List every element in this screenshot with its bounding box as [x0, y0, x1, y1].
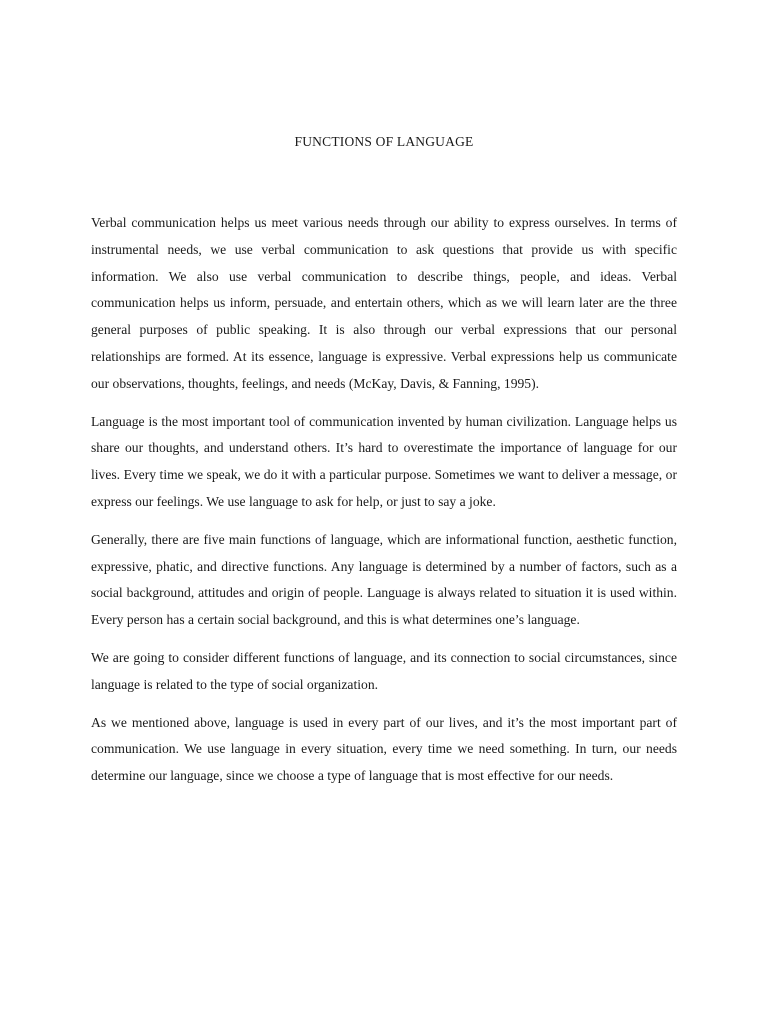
- paragraph: Language is the most important tool of communication invented by human civilization. Language helps us share our thoughts, and understand others. It’s hard to overestimate the importance of language for our lives. Every time we speak, we do it with a particular purpose. Sometimes we want to deliver a message, or express our feelings. We use language to ask for help, or just to say a joke.: [91, 413, 677, 509]
- paragraph: As we mentioned above, language is used in every part of our lives, and it’s the most important part of communication. We use language in every situation, every time we need something. In turn, our needs determine our language, since we choose a type of language that is most effective for our needs.: [91, 714, 677, 784]
- document-title: FUNCTIONS OF LANGUAGE: [294, 134, 474, 149]
- paragraph: We are going to consider different functions of language, and its connection to social circumstances, since language is related to the type of social organization.: [91, 649, 677, 692]
- paragraph: Generally, there are five main functions of language, which are informational function, aesthetic function, expressive, phatic, and directive functions. Any language is determined by a number of factors, such as a social background, attitudes and origin of people. Language is always related to situation it is used within. Every person has a certain social background, and this is what determines one’s language.: [91, 531, 677, 628]
- paragraph: Verbal communication helps us meet various needs through our ability to express ourselves. In terms of instrumental needs, we use verbal communication to ask questions that provide us with specific information. We also use verbal communication to describe things, people, and ideas. Verbal communication helps us inform, persuade, and entertain others, which as we will learn later are the three general purposes of public speaking. It is also through our verbal expressions that our personal relationships are formed. At its essence, language is expressive. Verbal expressions help us communicate our observations, thoughts, feelings, and needs (McKay, Davis, & Fanning, 1995).: [91, 215, 677, 391]
- document-body: [91, 210, 677, 801]
